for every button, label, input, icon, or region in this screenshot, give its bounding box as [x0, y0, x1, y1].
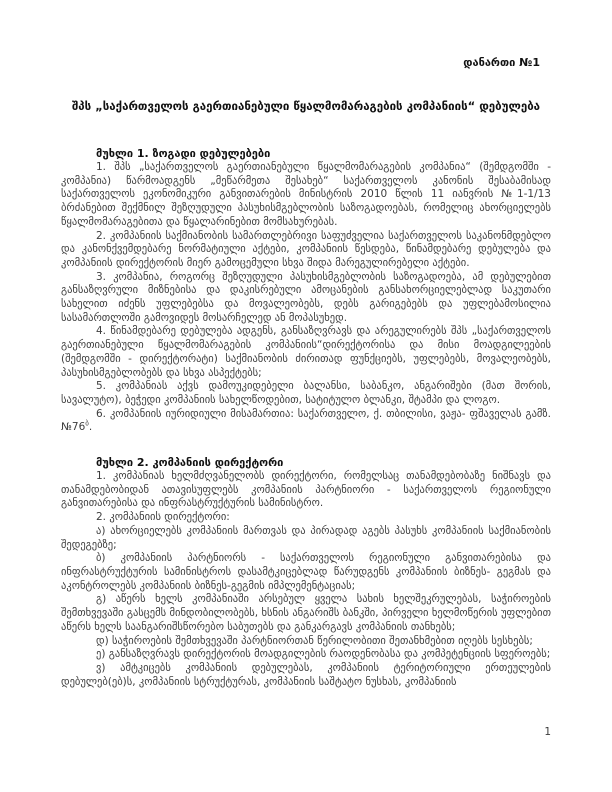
article-2-paragraph-2: 2. კომპანიის დირექტორი: [96, 511, 230, 524]
article-2-item-e: ე) განსაზღვრავს დირექტორის მოადგილების რაოდენობასა და კომპეტენციის სფეროებს; [96, 648, 551, 661]
article-1 [61, 147, 551, 435]
article-2-item-a: ა) ახორციელებს კომპანიის მართვას და პირადად აგებს პასუხს კომპანიის საქმიანობის შედეგებზე; [61, 524, 551, 551]
article-2-item-v: ვ) ამტკიცებს კომპანიის დებულებას, კომპანიის ტერიტორიული ერთეულების დებულებ(ებ)ს, კომპანიის სტრუქტურას, კომპანიის საშტატო ნუსხას, კომპანიის [61, 661, 551, 688]
legal-address-text: 6. კომპანიის იურიდიული მისამართია: საქართველო, ქ. თბილისი, ვაჟა- ფშაველას გამზ. №76 [61, 407, 551, 434]
article-2-heading: მუხლი 2. კომპანიის დირექტორი [96, 456, 284, 470]
article-2-item-b: ბ) კომპანიის პარტნიორს - საქართველოს რეგიონული განვითარებისა და ინფრასტრუქტურის სამინისტროს დასამტკიცებლად წარუდგენს კომპანიის ბიზნეს- გეგმას და აკონტროლებს კომპანიის ბიზნეს-გეგმის იმპლემენტაციას; [61, 552, 551, 592]
document-title: შპს „საქართველოს გაერთიანებული წყალმომარაგების კომპანიის“ დებულება [71, 99, 541, 113]
article-1-paragraph-1: 1. შპს „საქართველოს გაერთიანებული წყალმომარაგების კომპანია“ (შემდგომში - კომპანია) წარმოადგენს „მეწარმეთა შესახებ“ საქართველოს კანონის შესაბამისად საქართველოს ეკონომიკური განვითარების მინისტრის 2010 წლის 11 იანვრის №1-1/13 ბრძანებით შექმნილ შეზღუდული პასუხისმგებლობის საზოგადოებას, რომელიც ახორციელებს წყალმომარაგებითა და წყალარინებით მომსახურებას. [61, 161, 551, 228]
article-2-item-d: დ) საჭიროების შემთხვევაში პარტნიორთან წერილობითი შეთანხმებით იღებს სესხებს; [96, 634, 533, 647]
article-1-paragraph-3: 3. კომპანია, როგორც შეზღუდული პასუხისმგებლობის საზოგადოება, ამ დებულებით განსაზღვრული მიზნებისა და დაკისრებული ამოცანების განსახორციელებლად საკუთარი სახელით იძენს უფლებებსა და მოვალეობებს, დებს გარიგებებს და უფლებამოსილია სასამართლოში გამოვიდეს მოსარჩელედ ან მოპასუხედ. [61, 270, 551, 324]
article-2-paragraph-1: 1. კომპანიას ხელმძღვანელობს დირექტორი, რომელსაც თანამდებობაზე ნიშნავს და თანამდებობიდან ათავისუფლებს კომპანიის პარტნიორი - საქართველოს რეგიონული განვითარებისა და ინფრასტრუქტურის სამინისტრო. [61, 470, 551, 510]
legal-address-superscript: ბ [85, 419, 89, 428]
annex-label: დანართი №1 [463, 56, 540, 69]
article-2 [61, 456, 551, 689]
article-1-paragraph-4: 4. წინამდებარე დებულება ადგენს, განსაზღვრავს და არეგულირებს შპს „საქართველოს გაერთიანებული წყალმომარაგების კომპანიის“დირექტორისა და მისი მოადგილეების (შემდგომში - დირექტორატი) საქმიანობის ძირითად ფუნქციებს, უფლებებს, მოვალეობებს, პასუხისმგებლობებს და სხვა ასპექტებს; [61, 325, 551, 379]
legal-address-tail: . [88, 421, 93, 434]
article-2-item-g: გ) აწერს ხელს კომპანიაში არსებულ ყველა სახის ხელშეკრულებას, საჭიროების შემთხვევაში გასცემს მინდობილობებს, ხსნის ანგარიშს ბანკში, პირველი ხელმოწერის უფლებით აწერს ხელს საანგარიშსწორებო საბუთებს და განკარგავს კომპანიის თანხებს; [61, 593, 551, 633]
page-number: 1 [544, 726, 551, 738]
article-1-paragraph-6 [61, 408, 551, 435]
article-1-paragraph-2: 2. კომპანიის საქმიანობის სამართლებრივი საფუძველია საქართველოს საკანონმდებლო და კანონქვემდებარე ნორმატიული აქტები, კომპანიის წესდება, წინამდებარე დებულება და კომპანიის დირექტორის მიერ გამოცემული სხვა შიდა მარეგულირებელი აქტები. [61, 229, 551, 269]
article-1-paragraph-5: 5. კომპანიას აქვს დამოუკიდებელი ბალანსი, საბანკო, ანგარიშები (მათ შორის, სავალუტო), ბეჭედი კომპანიის სახელწოდებით, სატიტულო ბლანკი, შტამპი და ლოგო. [61, 380, 551, 406]
article-1-heading: მუხლი 1. ზოგადი დებულებები [96, 147, 271, 160]
